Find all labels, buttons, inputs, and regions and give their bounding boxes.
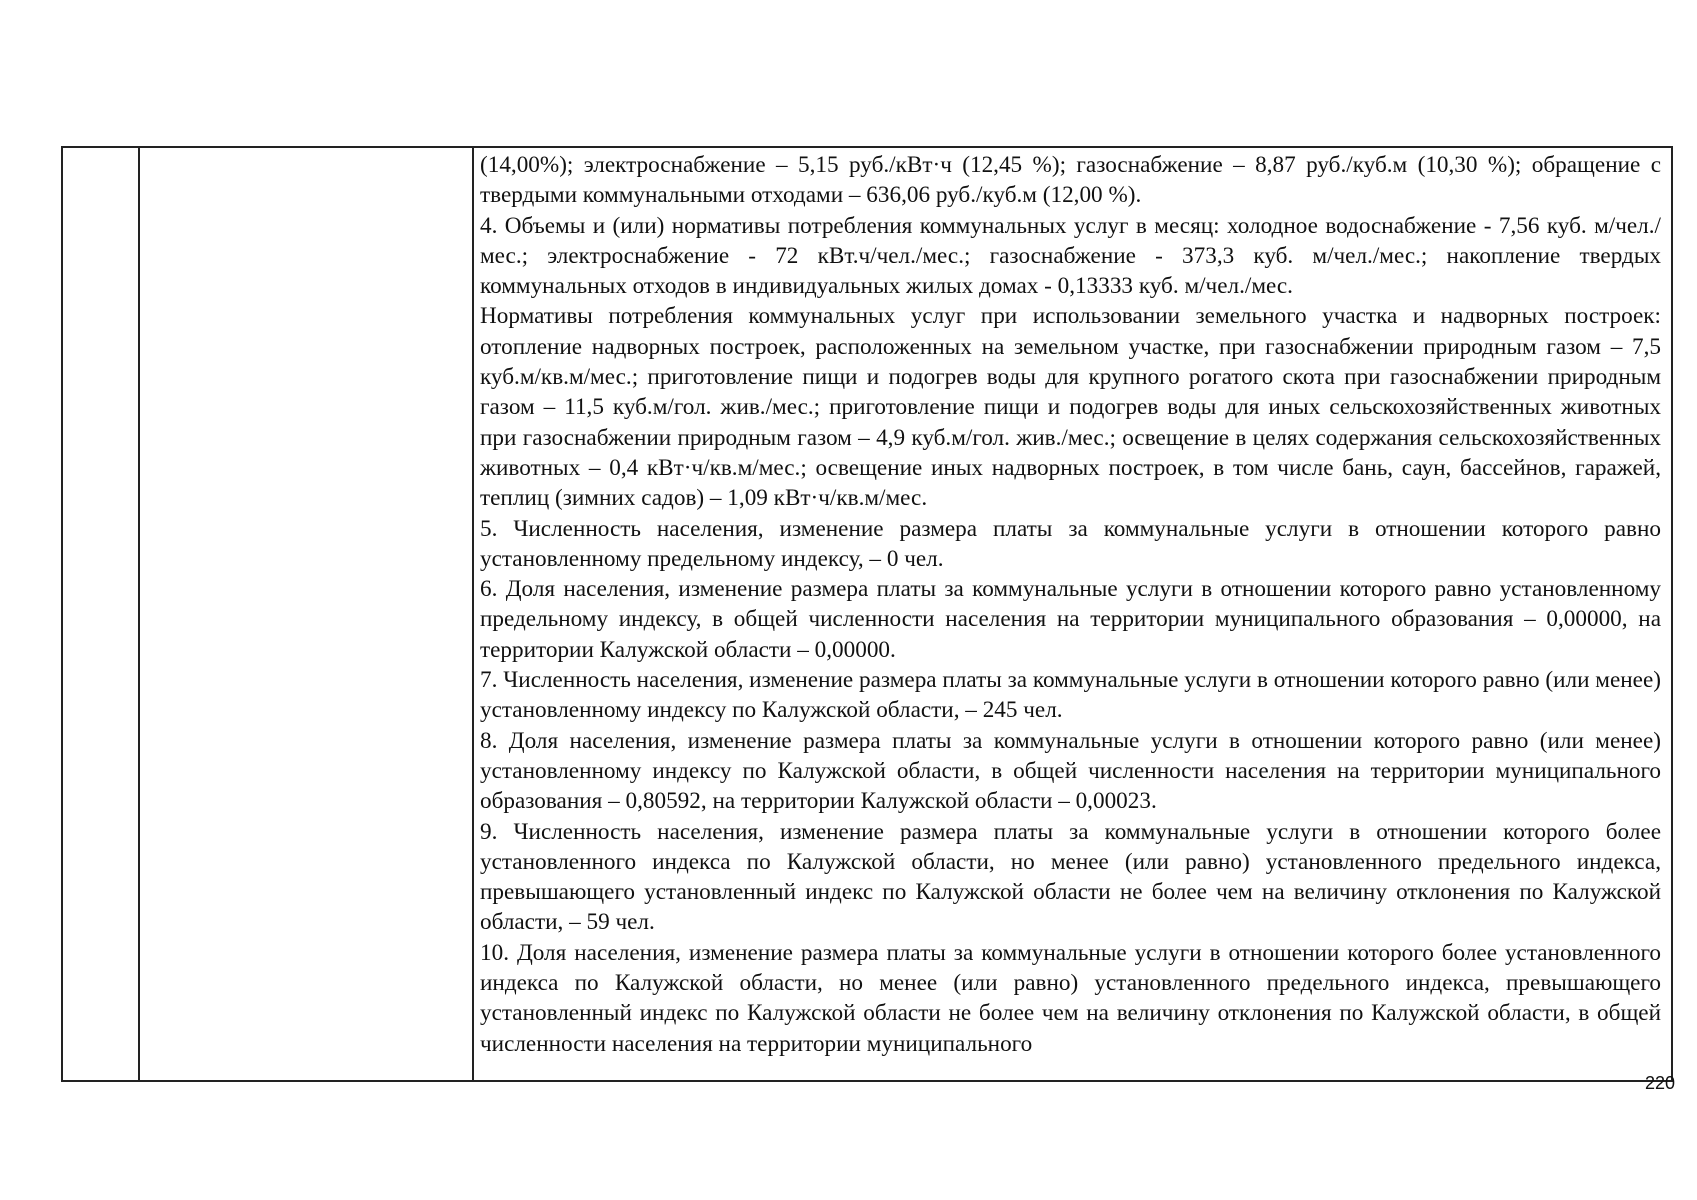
table-cell-empty-1	[62, 147, 139, 1081]
document-table	[61, 146, 1673, 1082]
paragraph-item-4: 4. Объемы и (или) нормативы потребления коммунальных услуг в месяц: холодное водоснабжение - 7,56 куб. м/чел./мес.; электроснабжение - 72 кВт.ч/чел./мес.; газоснабжение - 373,3 куб. м/чел./мес.; накопление твердых коммунальных отходов в индивидуальных жилых домах - 0,13333 куб. м/чел./мес.	[480, 212, 1661, 300]
table-cell-empty-2	[139, 147, 473, 1081]
paragraph-item-8: 8. Доля населения, изменение размера платы за коммунальные услуги в отношении которого равно (или менее) установленному индексу по Калужской области, в общей численности населения на территории муниципального образования – 0,80592, на территории Калужской области – 0,00023.	[480, 727, 1661, 815]
paragraph-item-6: 6. Доля населения, изменение размера платы за коммунальные услуги в отношении которого равно установленному предельному индексу, в общей численности населения на территории муниципального образования – 0,00000, на территории Калужской области – 0,00000.	[480, 576, 1661, 663]
paragraph-item-10: 10. Доля населения, изменение размера платы за коммунальные услуги в отношении которого более установленного индекса по Калужской области, но менее (или равно) установленного предельного индекса, превышающего установленный индекс по Калужской области не более чем на величину отклонения по Калужской области, в общей численности населения на территории муниципального	[480, 939, 1661, 1057]
table-row	[62, 147, 1672, 1081]
paragraph-item-9: 9. Численность населения, изменение размера платы за коммунальные услуги в отношении которого более установленного индекса по Калужской области, но менее (или равно) установленного предельного индекса, превышающего установленный индекс по Калужской области не более чем на величину отклонения по Калужской области, – 59 чел.	[480, 818, 1661, 936]
page-number: 220	[1644, 1073, 1675, 1093]
paragraph-tariff-continuation: (14,00%); электроснабжение – 5,15 руб./кВт·ч (12,45 %); газоснабжение – 8,87 руб./куб.м (10,30 %); обращение с твердыми коммунальными отходами – 636,06 руб./куб.м (12,00 %).	[480, 152, 1661, 209]
paragraph-norms: Нормативы потребления коммунальных услуг при использовании земельного участка и надворных построек: отопление надворных построек, расположенных на земельном участке, при газоснабжении природным газом – 7,5 куб.м/кв.м/мес.; приготовление пищи и подогрев воды для крупного рогатого скота при газоснабжении природным газом – 11,5 куб.м/гол. жив./мес.; приготовление пищи и подогрев воды для иных сельскохозяйственных животных при газоснабжении природным газом – 4,9 куб.м/гол. жив./мес.; освещение в целях содержания сельскохозяйственных животных – 0,4 кВт·ч/кв.м/мес.; освещение иных надворных построек, в том числе бань, саун, бассейнов, гаражей, теплиц (зимних садов) – 1,09 кВт·ч/кв.м/мес.	[480, 303, 1661, 512]
paragraph-item-7: 7. Численность населения, изменение размера платы за коммунальные услуги в отношении которого равно (или менее) установленному индексу по Калужской области, – 245 чел.	[480, 667, 1661, 724]
table-cell-content	[473, 147, 1672, 1081]
paragraph-item-5: 5. Численность населения, изменение размера платы за коммунальные услуги в отношении которого равно установленному предельному индексу, – 0 чел.	[480, 515, 1661, 572]
